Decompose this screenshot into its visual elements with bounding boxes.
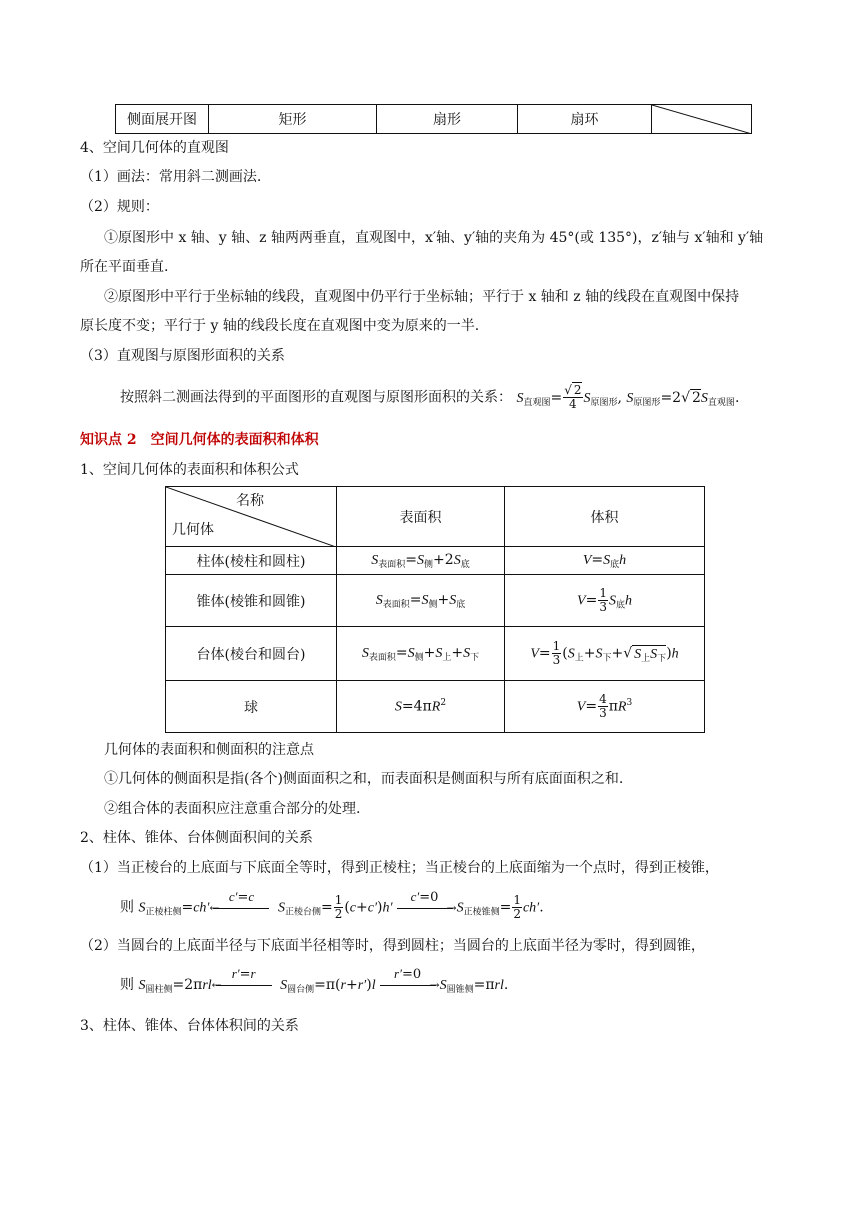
sec4-p3: （3）直观图与原图形面积的关系 [80, 348, 285, 364]
header-name: 名称 [236, 493, 264, 509]
row-pyramid: 锥体(棱锥和圆锥) [166, 575, 337, 627]
sec2-p1: （1）当正棱台的上底面与下底面全等时，得到正棱柱；当正棱台的上底面缩为一个点时，得到正棱锥， [80, 860, 719, 876]
prism-volume: $V=S_底h$ [505, 547, 705, 575]
note2: ②组合体的表面积应注意重合部分的处理. [104, 801, 361, 817]
row-sphere: 球 [166, 681, 337, 733]
sec4-p1: （1）画法：常用斜二测画法. [80, 169, 262, 185]
sec3-title: 3、柱体、锥体、台体体积间的关系 [80, 1018, 299, 1034]
cell-rectangle: 矩形 [209, 105, 377, 134]
diagonal-line [652, 105, 752, 134]
notes-title: 几何体的表面积和侧面积的注意点 [104, 742, 314, 758]
knowledge2-subtitle: 1、空间几何体的表面积和体积公式 [80, 462, 299, 478]
row-label: 侧面展开图 [116, 105, 209, 134]
frustum-surface: $S_{表面积}=S_侧+S_上+S_下$ [337, 627, 505, 681]
pyramid-volume: V= $\frac{1}{3}$ $S_底h$ [505, 575, 705, 627]
sec2-p2: （2）当圆台的上底面半径与下底面半径相等时，得到圆柱；当圆台的上底面半径为零时，得到圆锥， [80, 938, 705, 954]
pyramid-surface: $S_{表面积}=S_侧+S_底$ [337, 575, 505, 627]
sphere-surface: $S=4\pi R^2$ [337, 681, 505, 733]
sec4-title: 4、空间几何体的直观图 [80, 140, 229, 156]
cylinder-relation-formula: 则 $S_{圆柱侧}=2\pi rl$ r′=r ← $S_{圆台侧}=\pi(r+r')l$ r′=0 → $S_{圆锥侧}=\pi rl$. [120, 966, 509, 995]
row-frustum: 台体(棱台和圆台) [166, 627, 337, 681]
rule2-line2: 原长度不变；平行于 y 轴的线段长度在直观图中变为原来的一半. [80, 318, 480, 334]
sphere-volume: V= $\frac{4}{3}$ $\pi R^3$ [505, 681, 705, 733]
note1: ①几何体的侧面积是指(各个)侧面面积之和，而表面积是侧面积与所有底面面积之和. [104, 771, 624, 787]
rule2-line1: ②原图形中平行于坐标轴的线段，直观图中仍平行于坐标轴；平行于 x 轴和 z 轴的线段在直观图中保持 [104, 289, 740, 305]
header-solid: 几何体 [172, 522, 214, 538]
header-surface: 表面积 [337, 487, 505, 547]
area-formula: $S_{直观图}=$ $\frac{√ 2}{4}$ $S_{原图形}$, $S_{原图形}=2√$ $2S_{直观图}$. [516, 383, 740, 411]
cell-sector: 扇形 [377, 105, 518, 134]
header-volume: 体积 [505, 487, 705, 547]
sec4-p2: （2）规则： [80, 199, 159, 215]
knowledge2-title: 知识点 2 空间几何体的表面积和体积 [80, 432, 319, 448]
frustum-volume: V= $\frac{1}{3}$ ($S_上+S_下+√$ $S_上S_下)h$ [505, 627, 705, 681]
formula-table [165, 486, 705, 733]
rule1-line1: ①原图形中 x 轴、y 轴、z 轴两两垂直，直观图中，x′轴、y′轴的夹角为 45°(或 135°)，z′轴与 x′轴和 y′轴 [104, 230, 764, 246]
prism-relation-formula: 则 $S_{正棱柱侧}=ch'$ c′=c ← $S_{正棱台侧}=$ $\frac{1}{2}$ (c+c′)h′ c′=0 → $S_{正棱锥侧}=$ $\frac{1}{2}$ ch′. [120, 888, 544, 921]
top-table [115, 104, 752, 134]
area-relation [120, 384, 739, 411]
area-text: 按照斜二测画法得到的平面图形的直观图与原图形面积的关系： [120, 389, 512, 406]
row-prism: 柱体(棱柱和圆柱) [166, 547, 337, 575]
rule1-line2: 所在平面垂直. [80, 259, 169, 275]
sec2-title: 2、柱体、锥体、台体侧面积间的关系 [80, 830, 313, 846]
prism-surface: $S_{表面积}=S_侧+2S_底$ [337, 547, 505, 575]
cell-annulus: 扇环 [518, 105, 652, 134]
empty-cell [652, 105, 752, 134]
header-diagonal-cell [166, 487, 337, 547]
